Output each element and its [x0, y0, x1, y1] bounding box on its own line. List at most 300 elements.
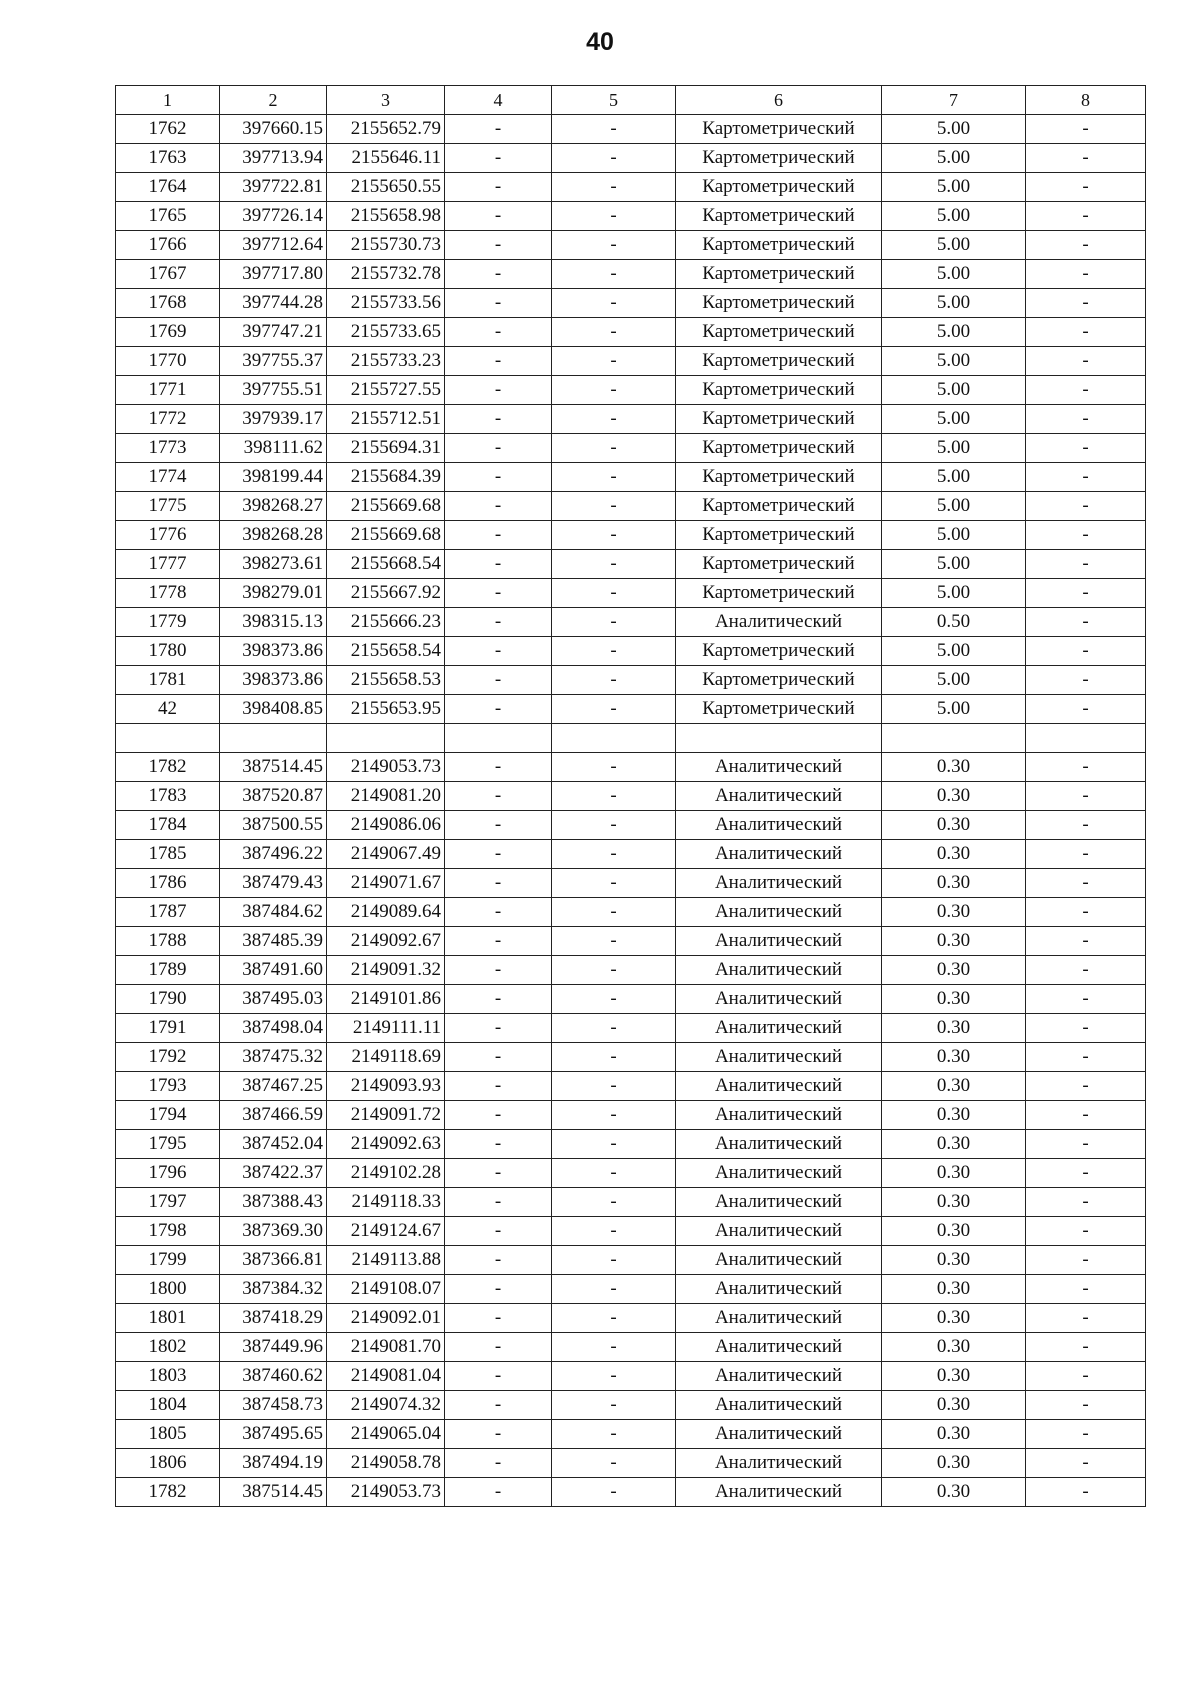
column-header: 8	[1026, 86, 1146, 115]
table-cell: 2149053.73	[327, 1478, 445, 1507]
table-row	[116, 1420, 1146, 1449]
table-cell: -	[1026, 318, 1146, 347]
table-cell: 1797	[116, 1188, 220, 1217]
table-cell: Аналитический	[676, 956, 882, 985]
table-row	[116, 173, 1146, 202]
table-cell: Аналитический	[676, 782, 882, 811]
table-cell: 2149067.49	[327, 840, 445, 869]
table-cell: 1799	[116, 1246, 220, 1275]
table-row	[116, 637, 1146, 666]
table-cell: -	[552, 956, 676, 985]
table-cell: -	[1026, 782, 1146, 811]
table-cell: -	[552, 434, 676, 463]
table-cell: Аналитический	[676, 869, 882, 898]
table-cell: 2149074.32	[327, 1391, 445, 1420]
table-cell: -	[1026, 1072, 1146, 1101]
table-cell: 0.30	[882, 1420, 1026, 1449]
table-cell: 387495.65	[220, 1420, 327, 1449]
table-cell: 1788	[116, 927, 220, 956]
table-cell: 2155733.23	[327, 347, 445, 376]
table-row	[116, 318, 1146, 347]
table-cell: Аналитический	[676, 1275, 882, 1304]
table-cell: 5.00	[882, 289, 1026, 318]
table-cell: -	[552, 1130, 676, 1159]
table-cell: 387460.62	[220, 1362, 327, 1391]
table-cell: 1768	[116, 289, 220, 318]
table-cell: -	[1026, 405, 1146, 434]
table-cell: Картометрический	[676, 144, 882, 173]
table-row	[116, 869, 1146, 898]
table-row	[116, 1101, 1146, 1130]
table-row	[116, 811, 1146, 840]
table-cell: -	[552, 260, 676, 289]
table-cell: 2149092.01	[327, 1304, 445, 1333]
table-cell: 397755.37	[220, 347, 327, 376]
table-cell: -	[552, 782, 676, 811]
table-cell: Картометрический	[676, 260, 882, 289]
column-header: 6	[676, 86, 882, 115]
table-cell	[220, 724, 327, 753]
table-cell: 1779	[116, 608, 220, 637]
table-cell: 5.00	[882, 666, 1026, 695]
table-cell: -	[445, 1217, 552, 1246]
table-cell: 397726.14	[220, 202, 327, 231]
table-cell: Картометрический	[676, 347, 882, 376]
table-cell: 0.30	[882, 1130, 1026, 1159]
table-cell: 397722.81	[220, 173, 327, 202]
table-cell: 387458.73	[220, 1391, 327, 1420]
table-cell: 1770	[116, 347, 220, 376]
table-cell: 387491.60	[220, 956, 327, 985]
table-cell: Картометрический	[676, 289, 882, 318]
table-cell: -	[1026, 115, 1146, 144]
table-cell: 387452.04	[220, 1130, 327, 1159]
table-cell: -	[445, 202, 552, 231]
table-cell: -	[445, 115, 552, 144]
table-cell: -	[552, 289, 676, 318]
table-cell: -	[1026, 956, 1146, 985]
table-row	[116, 115, 1146, 144]
table-cell: 2149091.32	[327, 956, 445, 985]
table-cell: 1798	[116, 1217, 220, 1246]
table-cell: 2149053.73	[327, 753, 445, 782]
table-cell: -	[552, 1304, 676, 1333]
table-cell: -	[552, 1188, 676, 1217]
table-cell: 5.00	[882, 637, 1026, 666]
table-cell: -	[445, 869, 552, 898]
table-cell: 5.00	[882, 318, 1026, 347]
table-cell: -	[1026, 1478, 1146, 1507]
table-cell: 2155669.68	[327, 521, 445, 550]
table-cell: Аналитический	[676, 1304, 882, 1333]
table-cell: 0.30	[882, 1391, 1026, 1420]
table-cell: -	[445, 811, 552, 840]
table-cell: 2155646.11	[327, 144, 445, 173]
table-cell: 1780	[116, 637, 220, 666]
table-row	[116, 260, 1146, 289]
table-cell: 2155666.23	[327, 608, 445, 637]
table-cell: 0.30	[882, 1304, 1026, 1333]
table-cell: 5.00	[882, 434, 1026, 463]
table-cell: -	[445, 434, 552, 463]
table-cell: 1805	[116, 1420, 220, 1449]
table-row	[116, 1478, 1146, 1507]
coordinates-table	[115, 85, 1146, 1507]
table-cell: 387467.25	[220, 1072, 327, 1101]
table-cell: 387384.32	[220, 1275, 327, 1304]
table-cell: -	[445, 1362, 552, 1391]
table-cell: -	[445, 492, 552, 521]
table-cell: 2149111.11	[327, 1014, 445, 1043]
table-cell: 2155730.73	[327, 231, 445, 260]
table-cell: 1804	[116, 1391, 220, 1420]
table-cell: 2155667.92	[327, 579, 445, 608]
table-cell: 2149081.20	[327, 782, 445, 811]
table-cell: 397744.28	[220, 289, 327, 318]
table-row	[116, 840, 1146, 869]
table-cell: -	[445, 376, 552, 405]
table-cell: -	[552, 840, 676, 869]
table-cell: 387514.45	[220, 753, 327, 782]
table-cell: 2149093.93	[327, 1072, 445, 1101]
table-cell: -	[552, 376, 676, 405]
table-cell: -	[552, 1449, 676, 1478]
table-cell: -	[552, 550, 676, 579]
table-cell: 1796	[116, 1159, 220, 1188]
table-cell: 387369.30	[220, 1217, 327, 1246]
table-row	[116, 1072, 1146, 1101]
table-cell: 5.00	[882, 376, 1026, 405]
table-cell	[882, 724, 1026, 753]
table-row	[116, 1014, 1146, 1043]
table-cell: 0.30	[882, 1072, 1026, 1101]
table-cell: Аналитический	[676, 608, 882, 637]
table-cell: -	[552, 811, 676, 840]
table-row	[116, 202, 1146, 231]
table-row	[116, 666, 1146, 695]
table-cell: 1782	[116, 1478, 220, 1507]
table-cell: Картометрический	[676, 202, 882, 231]
table-row	[116, 289, 1146, 318]
table-cell: 1781	[116, 666, 220, 695]
table-cell: 1767	[116, 260, 220, 289]
table-cell: -	[1026, 376, 1146, 405]
table-cell: -	[445, 985, 552, 1014]
table-cell: Аналитический	[676, 1420, 882, 1449]
table-cell: -	[445, 1159, 552, 1188]
table-cell: -	[445, 550, 552, 579]
table-cell: 2149071.67	[327, 869, 445, 898]
table-cell: -	[552, 1072, 676, 1101]
table-cell: 2155658.98	[327, 202, 445, 231]
table-cell: 387495.03	[220, 985, 327, 1014]
table-cell: -	[552, 869, 676, 898]
table-row	[116, 927, 1146, 956]
table-cell: 2155650.55	[327, 173, 445, 202]
table-cell: Картометрический	[676, 695, 882, 724]
table-cell: -	[1026, 1333, 1146, 1362]
table-cell: Аналитический	[676, 1101, 882, 1130]
table-cell: Аналитический	[676, 1159, 882, 1188]
table-cell: -	[1026, 202, 1146, 231]
table-cell: 1766	[116, 231, 220, 260]
table-cell: 2155668.54	[327, 550, 445, 579]
table-cell: -	[1026, 1246, 1146, 1275]
table-cell: -	[552, 637, 676, 666]
table-row	[116, 463, 1146, 492]
table-cell: 387449.96	[220, 1333, 327, 1362]
table-cell: Аналитический	[676, 985, 882, 1014]
table-row	[116, 144, 1146, 173]
table-cell: -	[1026, 840, 1146, 869]
table-row	[116, 1449, 1146, 1478]
table-cell: 1791	[116, 1014, 220, 1043]
table-cell: -	[1026, 347, 1146, 376]
table-cell: 1802	[116, 1333, 220, 1362]
table-cell: -	[445, 260, 552, 289]
table-cell: -	[552, 202, 676, 231]
table-cell: 0.50	[882, 608, 1026, 637]
table-cell: 0.30	[882, 1014, 1026, 1043]
table-cell: 2149092.63	[327, 1130, 445, 1159]
table-cell: Аналитический	[676, 1449, 882, 1478]
table-cell: 5.00	[882, 405, 1026, 434]
table-cell: 1771	[116, 376, 220, 405]
table-cell: 2155684.39	[327, 463, 445, 492]
table-cell: -	[552, 666, 676, 695]
table-cell: 2155727.55	[327, 376, 445, 405]
table-cell: 5.00	[882, 144, 1026, 173]
column-header: 3	[327, 86, 445, 115]
table-cell: Картометрический	[676, 492, 882, 521]
table-cell: 1782	[116, 753, 220, 782]
table-cell: 0.30	[882, 1043, 1026, 1072]
table-cell: 1773	[116, 434, 220, 463]
table-cell: -	[552, 1333, 676, 1362]
table-cell: -	[445, 579, 552, 608]
table-row	[116, 1043, 1146, 1072]
table-cell: Картометрический	[676, 115, 882, 144]
table-row	[116, 492, 1146, 521]
table-cell: -	[552, 463, 676, 492]
table-cell: -	[552, 1217, 676, 1246]
table-cell: 2155658.54	[327, 637, 445, 666]
table-cell: -	[552, 1043, 676, 1072]
table-cell: 2149113.88	[327, 1246, 445, 1275]
table-cell: 2149102.28	[327, 1159, 445, 1188]
table-cell: -	[552, 173, 676, 202]
table-cell: -	[1026, 1159, 1146, 1188]
table-cell: 1786	[116, 869, 220, 898]
table-cell: 0.30	[882, 1159, 1026, 1188]
table-cell: 1765	[116, 202, 220, 231]
table-body	[116, 115, 1146, 1507]
table-cell: -	[445, 782, 552, 811]
table-cell: -	[1026, 666, 1146, 695]
table-cell: -	[445, 463, 552, 492]
table-row	[116, 695, 1146, 724]
table-cell: -	[445, 144, 552, 173]
table-cell: 1764	[116, 173, 220, 202]
table-cell: 0.30	[882, 1449, 1026, 1478]
table-cell: -	[445, 318, 552, 347]
table-cell: 2155733.65	[327, 318, 445, 347]
table-cell: -	[1026, 1391, 1146, 1420]
table-cell: -	[445, 1246, 552, 1275]
table-cell: 387422.37	[220, 1159, 327, 1188]
table-cell: -	[1026, 260, 1146, 289]
table-cell: 0.30	[882, 1246, 1026, 1275]
table-row	[116, 1362, 1146, 1391]
table-cell: Аналитический	[676, 1362, 882, 1391]
table-cell: 0.30	[882, 985, 1026, 1014]
table-row	[116, 956, 1146, 985]
table-cell: 2149081.70	[327, 1333, 445, 1362]
table-cell: -	[552, 347, 676, 376]
table-cell: 398373.86	[220, 637, 327, 666]
table-cell: 5.00	[882, 579, 1026, 608]
table-cell: 2149118.33	[327, 1188, 445, 1217]
column-header: 7	[882, 86, 1026, 115]
table-cell: -	[445, 1072, 552, 1101]
table-cell: Аналитический	[676, 1478, 882, 1507]
table-cell: 387475.32	[220, 1043, 327, 1072]
table-cell: 2149118.69	[327, 1043, 445, 1072]
table-cell: -	[552, 1014, 676, 1043]
table-cell: Картометрический	[676, 405, 882, 434]
table-row	[116, 376, 1146, 405]
table-cell: -	[1026, 463, 1146, 492]
table-cell: 0.30	[882, 1275, 1026, 1304]
table-cell: -	[1026, 550, 1146, 579]
table-cell: -	[445, 840, 552, 869]
table-row	[116, 782, 1146, 811]
table-cell: 5.00	[882, 550, 1026, 579]
table-cell: -	[1026, 1304, 1146, 1333]
table-cell: 1803	[116, 1362, 220, 1391]
table-cell: -	[552, 1391, 676, 1420]
table-cell: -	[552, 1362, 676, 1391]
table-cell: 1774	[116, 463, 220, 492]
table-cell: 397939.17	[220, 405, 327, 434]
table-cell: 0.30	[882, 753, 1026, 782]
table-cell: 1775	[116, 492, 220, 521]
table-row	[116, 1246, 1146, 1275]
table-cell: -	[1026, 1101, 1146, 1130]
table-cell: 398408.85	[220, 695, 327, 724]
table-cell: -	[552, 521, 676, 550]
table-cell: 5.00	[882, 521, 1026, 550]
table-cell: -	[1026, 579, 1146, 608]
table-cell: 2149058.78	[327, 1449, 445, 1478]
table-cell: 2149101.86	[327, 985, 445, 1014]
table-cell: -	[445, 1101, 552, 1130]
table-cell: 2155669.68	[327, 492, 445, 521]
table-cell: -	[445, 927, 552, 956]
table-cell: 5.00	[882, 173, 1026, 202]
table-cell: 1778	[116, 579, 220, 608]
table-cell: 1790	[116, 985, 220, 1014]
table-cell: 1769	[116, 318, 220, 347]
table-cell: -	[552, 898, 676, 927]
table-cell: Аналитический	[676, 1217, 882, 1246]
table-cell: -	[552, 1101, 676, 1130]
table-cell: Аналитический	[676, 1188, 882, 1217]
table-cell: 2155732.78	[327, 260, 445, 289]
column-header: 5	[552, 86, 676, 115]
table-cell: -	[445, 405, 552, 434]
table-cell: 387485.39	[220, 927, 327, 956]
table-cell: 387366.81	[220, 1246, 327, 1275]
table-cell: -	[1026, 1449, 1146, 1478]
table-cell: -	[445, 1275, 552, 1304]
table-header-row	[116, 86, 1146, 115]
table-cell: -	[1026, 985, 1146, 1014]
table-cell: -	[552, 1159, 676, 1188]
table-cell: 5.00	[882, 202, 1026, 231]
table-cell: Картометрический	[676, 231, 882, 260]
table-cell: -	[445, 898, 552, 927]
table-cell: 397660.15	[220, 115, 327, 144]
table-row	[116, 1188, 1146, 1217]
table-cell: -	[552, 1275, 676, 1304]
table-cell: 1801	[116, 1304, 220, 1333]
table-cell: 1783	[116, 782, 220, 811]
table-cell: 2155652.79	[327, 115, 445, 144]
table-cell: Картометрический	[676, 434, 882, 463]
table-row	[116, 347, 1146, 376]
table-cell: -	[445, 347, 552, 376]
table-cell: -	[445, 666, 552, 695]
table-cell: 2155694.31	[327, 434, 445, 463]
table-cell: 2149124.67	[327, 1217, 445, 1246]
table-cell: Аналитический	[676, 1333, 882, 1362]
table-cell: 1789	[116, 956, 220, 985]
table-row	[116, 1159, 1146, 1188]
table-cell: 0.30	[882, 1362, 1026, 1391]
table-cell: -	[1026, 1188, 1146, 1217]
table-cell: Аналитический	[676, 1043, 882, 1072]
table-cell: 387418.29	[220, 1304, 327, 1333]
table-cell: -	[445, 521, 552, 550]
table-cell: 387484.62	[220, 898, 327, 927]
table-cell: -	[552, 579, 676, 608]
table-cell: Картометрический	[676, 318, 882, 347]
table-cell: 1800	[116, 1275, 220, 1304]
table-cell: -	[552, 405, 676, 434]
table-cell: -	[445, 695, 552, 724]
table-cell: 2149081.04	[327, 1362, 445, 1391]
table-cell: 1787	[116, 898, 220, 927]
table-cell: 2149089.64	[327, 898, 445, 927]
table-cell: -	[1026, 637, 1146, 666]
table-cell: -	[552, 1478, 676, 1507]
table-cell: 398268.28	[220, 521, 327, 550]
table-cell: 397747.21	[220, 318, 327, 347]
table-row	[116, 1130, 1146, 1159]
table-cell: Аналитический	[676, 811, 882, 840]
table-cell	[116, 724, 220, 753]
table-row	[116, 724, 1146, 753]
table-cell: -	[552, 985, 676, 1014]
table-cell: -	[445, 1188, 552, 1217]
table-cell: 398111.62	[220, 434, 327, 463]
table-cell: 387500.55	[220, 811, 327, 840]
table-cell: 387514.45	[220, 1478, 327, 1507]
table-cell: Картометрический	[676, 463, 882, 492]
table-row	[116, 1391, 1146, 1420]
table-cell: -	[445, 753, 552, 782]
